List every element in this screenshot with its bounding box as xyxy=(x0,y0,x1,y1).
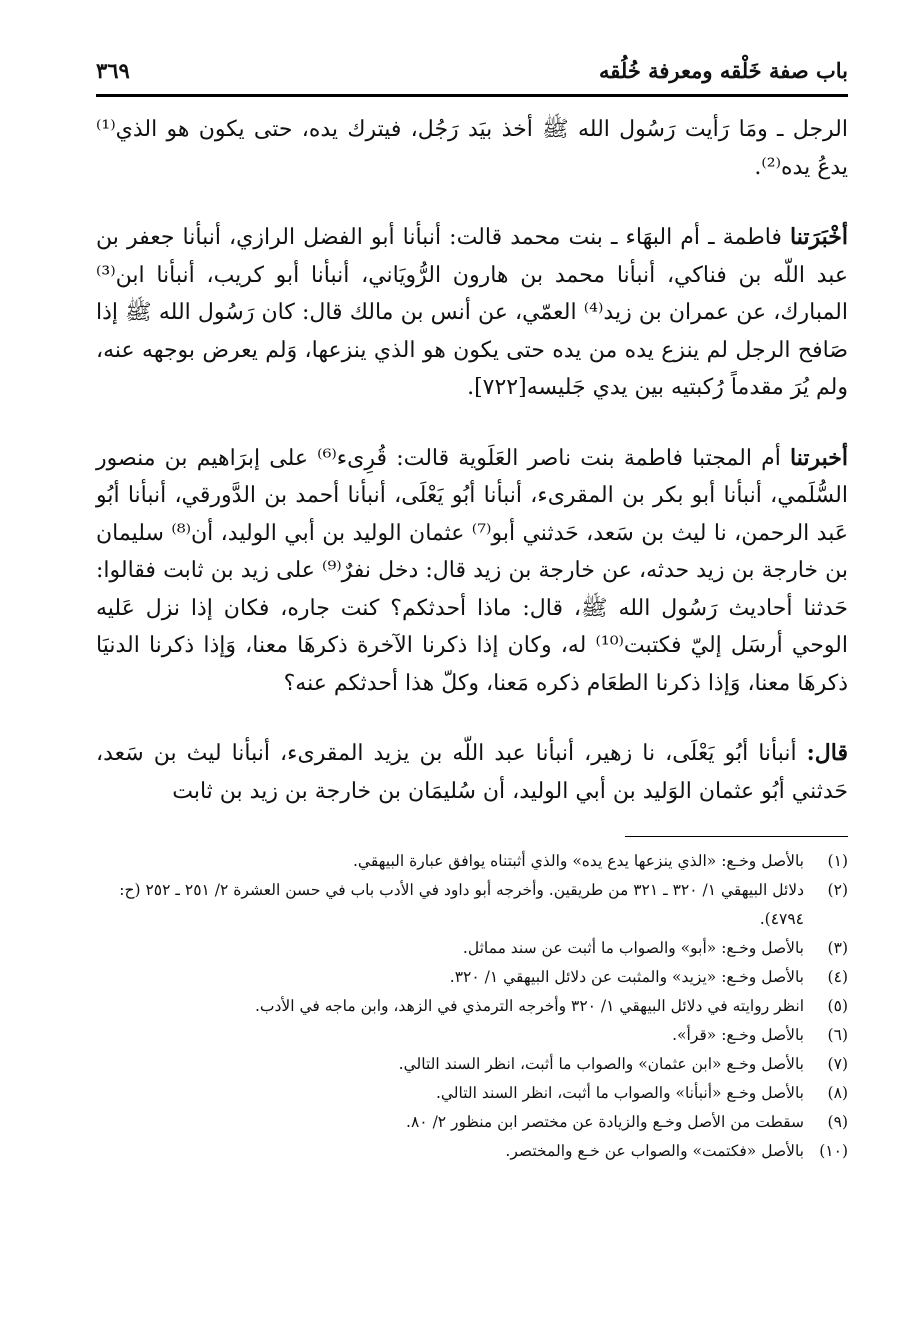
footnote-text: بالأصل وخـع: «أبو» والصواب ما أثبت عن سند مماثل. xyxy=(462,939,804,957)
footnote xyxy=(96,1079,848,1108)
paragraph xyxy=(96,111,848,186)
paragraph xyxy=(96,440,848,703)
footnote-text: سقطت من الأصل وخـع والزيادة عن مختصر ابن منظور ٢/ ٨٠. xyxy=(406,1113,804,1131)
footnote-text: بالأصل وخـع: «قرأ». xyxy=(672,1026,804,1044)
footnote xyxy=(96,992,848,1021)
footnote xyxy=(96,847,848,876)
footnote-separator xyxy=(625,836,848,837)
paragraph xyxy=(96,735,848,810)
footnote xyxy=(96,1137,848,1166)
footnote-text: بالأصل وخـع «ابن عثمان» والصواب ما أثبت، انظر السند التالي. xyxy=(398,1055,804,1073)
footnote-text: بالأصل وخـع: «يزيد» والمثبت عن دلائل البيهقي ١/ ٣٢٠. xyxy=(449,968,804,986)
footnote-number: (٢) xyxy=(827,881,848,899)
footnote-number: (٩) xyxy=(827,1113,848,1131)
footnote xyxy=(96,1021,848,1050)
main-text xyxy=(96,111,848,810)
footnote xyxy=(96,963,848,992)
paragraph-lead: قال: xyxy=(806,740,848,766)
footnote-text: بالأصل وخـع «أنبأنا» والصواب ما أثبت، انظر السند التالي. xyxy=(435,1084,804,1102)
footnote-text: انظر روايته في دلائل البيهقي ١/ ٣٢٠ وأخرجه الترمذي في الزهد، وابن ماجه في الأدب. xyxy=(255,997,804,1015)
footnote-number: (٨) xyxy=(827,1084,848,1102)
footnote-number: (٧) xyxy=(827,1055,848,1073)
footnote-number: (١) xyxy=(827,852,848,870)
paragraph-text: أم المجتبا فاطمة بنت ناصر العَلَوية قالت: قُرِىء⁽⁶⁾ على إبرَاهيم بن منصور السُّلَمي، أنبأنا أبو بكر بن المقرىء، أنبأنا أبُو يَعْلَى، أنبأنا أحمد بن الدَّورقي، أنبأنا أبُو عَبد الرحمن، نا ليث بن سَعد، حَدثني أبو⁽⁷⁾ عثمان الوليد بن أبي الوليد، أن⁽⁸⁾ سليمان بن خارجة بن زيد حدثه، عن خارجة بن زيد قال: دخل نفرٌ⁽⁹⁾ على زيد بن ثابت فقالوا: حَدثنا أحاديث رَسُول الله ﷺ، قال: ماذا أحدثكم؟ كنت جاره، فكان إذا نزل عَليه الوحي أرسَل إليّ فكتبت⁽¹⁰⁾ له، وكان إذا ذكرنا الآخرة ذكرهَا معنا، وَإذا ذكرنا الدنيَا ذكرهَا معنا، وَإذا ذكرنا الطعَام ذكره مَعنا، وكلّ هذا أحدثكم عنه؟ xyxy=(96,445,849,696)
book-page xyxy=(96,58,848,1288)
footnote-number: (٣) xyxy=(827,939,848,957)
paragraph-text: فاطمة ـ أم البهَاء ـ بنت محمد قالت: أنبأنا أبو الفضل الرازي، أنبأنا جعفر بن عبد اللّه بن فناكي، أنبأنا محمد بن هارون الرُّويَاني، أنبأنا أبو كريب، أنبأنا ابن⁽³⁾ المبارك، عن عمران بن زيد⁽⁴⁾ العمّي، عن أنس بن مالك قال: كان رَسُول الله ﷺ إذا صَافح الرجل لم ينزع يده من يده حتى يكون هو الذي ينزعها، وَلم يعرض بوجهه عنه، ولم يُرَ مقدماً رُكبتيه بين يدي جَليسه[٧٢٢]. xyxy=(96,225,848,400)
paragraph-text: أنبأنا أبُو يَعْلَى، نا زهير، أنبأنا عبد اللّه بن يزيد المقرىء، أنبأنا ليث بن سَعد، حَدثني أبُو عثمان الوَليد بن أبي الوليد، أن سُليمَان بن خارجة بن زيد بن ثابت xyxy=(96,741,848,804)
header-rule xyxy=(96,94,848,97)
footnotes xyxy=(96,847,848,1166)
page-number: ٣٦٩ xyxy=(96,58,130,83)
paragraph-lead: أخبرتنا xyxy=(790,444,849,471)
footnote xyxy=(96,1108,848,1137)
footnote xyxy=(96,934,848,963)
chapter-title: باب صفة خَلْقه ومعرفة خُلُقه xyxy=(598,58,848,83)
footnote-text: دلائل البيهقي ١/ ٣٢٠ ـ ٣٢١ من طريقين. وأخرجه أبو داود في الأدب باب في حسن العشرة ٢/ ٢٥١ ـ ٢٥٢ (ح: ٤٧٩٤). xyxy=(119,881,804,928)
running-header xyxy=(96,58,848,92)
footnote-number: (٥) xyxy=(827,997,848,1015)
footnote-number: (٦) xyxy=(827,1026,848,1044)
footnote xyxy=(96,876,848,934)
footnote-number: (١٠) xyxy=(819,1142,848,1160)
paragraph xyxy=(96,219,848,407)
paragraph-text: الرجل ـ ومَا رَأيت رَسُول الله ﷺ أخذ بيَد رَجُل، فيترك يده، حتى يكون هو الذي⁽¹⁾ يدعُ يده⁽²⁾. xyxy=(96,117,848,180)
footnote-text: بالأصل «فكتمت» والصواب عن خـع والمختصر. xyxy=(505,1142,804,1160)
footnote-text: بالأصل وخـع: «الذي ينزعها يدع يده» والذي أثبتناه يوافق عبارة البيهقي. xyxy=(352,852,804,870)
footnote-number: (٤) xyxy=(827,968,848,986)
footnote xyxy=(96,1050,848,1079)
paragraph-lead: أخْبَرَتنا xyxy=(790,224,848,250)
